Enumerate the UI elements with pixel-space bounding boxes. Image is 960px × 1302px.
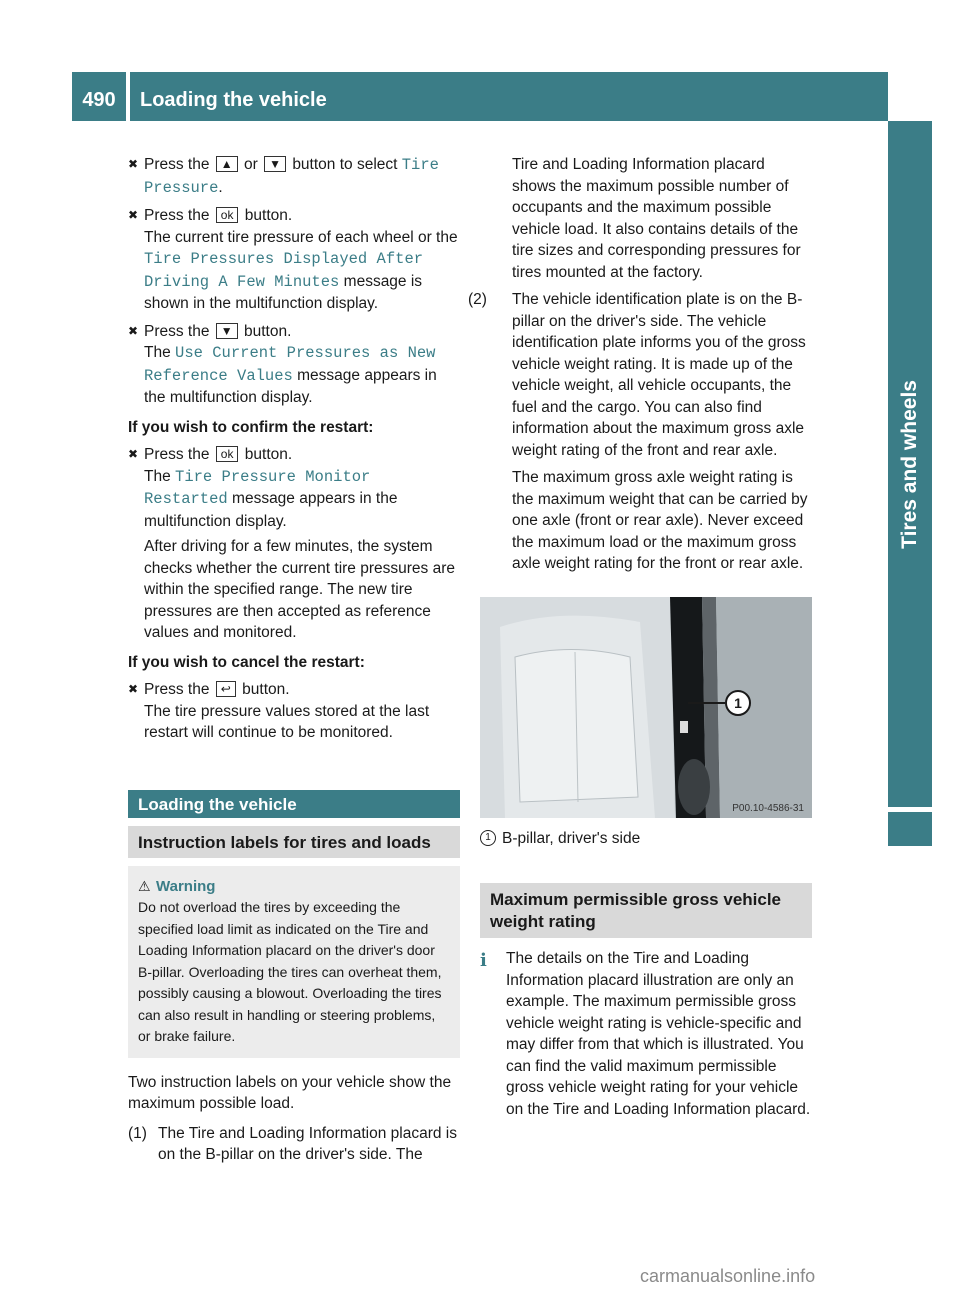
page-number: 490 (82, 89, 116, 111)
step-arrow-icon: ✖ (128, 447, 139, 461)
display-message: Tire Pressure (144, 156, 439, 197)
cancel-restart-heading: If you wish to cancel the restart: (128, 653, 365, 671)
header-title: Loading the vehicle (140, 89, 327, 111)
chapter-tab (888, 121, 932, 807)
warning-title: Warning (156, 877, 216, 895)
section-title: Loading the vehicle (128, 790, 460, 818)
step-press-ok-1: ✖ Press the ok button. The current tire pressure of each wheel or the Tire Pressures Displayed After Driving A Few Minutes message is shown in the multifunction display. (128, 207, 458, 312)
confirm-restart-heading: If you wish to confirm the restart: (128, 418, 374, 436)
display-message: Tire Pressure Monitor Restarted (144, 467, 371, 508)
intro-paragraph: Two instruction labels on your vehicle show the maximum possible load. (128, 1073, 452, 1112)
subsection-title: Instruction labels for tires and loads (128, 826, 460, 858)
axle-weight-paragraph: The maximum gross axle weight rating is the maximum weight that can be carried by one axle (front or rear axle). Never exceed the maximum load or the maximum gross axle weight rating for the front or rear axle. (512, 469, 808, 572)
b-pillar-photo (480, 597, 812, 818)
step-arrow-icon: ✖ (128, 157, 139, 171)
step-press-back: ✖ Press the ↩ button. The tire pressure values stored at the last restart will continue to be monitored. (128, 681, 430, 741)
info-note: i The details on the Tire and Loading Information placard illustration are only an example. The maximum permissible gross vehicle weight rating is vehicle-specific and may differ from that which is illustrated. You can find the valid maximum permissible gross vehicle weight rating for your vehicle on the Tire and Loading Information placard. (480, 950, 811, 1118)
b-pillar-illustration (480, 597, 812, 818)
ok-key-icon: ok (216, 207, 239, 223)
step-press-down: ✖ Press the ▼ button. The Use Current Pressures as New Reference Values message appears in the multifunction display. (128, 322, 437, 406)
figure-callout-number: 1 (734, 694, 742, 711)
right-column (468, 154, 812, 1120)
back-key-icon: ↩ (216, 681, 236, 697)
numbered-item-2: (2) The vehicle identification plate is on the B-pillar on the driver's side. The vehicle identification plate informs you of the gross vehicle weight rating. It is made up of the vehicle weight, all vehicle occupants, the fuel and the cargo. You can also find information about the maximum gross axle weight rating of the front and rear axle. (468, 291, 806, 459)
step-press-ok-2: ✖ Press the ok button. The Tire Pressure Monitor Restarted message appears in the multifunction display. (128, 446, 398, 530)
chapter-tab-marker (888, 812, 932, 846)
warning-box (128, 866, 460, 1058)
warning-triangle-icon: ⚠ (138, 877, 151, 894)
step-select-tire-pressure: ✖ Press the ▲ or ▼ button to select Tire Pressure. (128, 156, 439, 197)
display-message: Tire Pressures Displayed After Driving A Few Minutes (144, 250, 424, 291)
restart-paragraph: After driving for a few minutes, the system checks whether the current tire pressures are within the specified range. The new tire pressures are then accepted as reference values and monitored. (144, 538, 455, 641)
info-icon: i (480, 950, 487, 971)
step-arrow-icon: ✖ (128, 208, 139, 222)
step-arrow-icon: ✖ (128, 682, 139, 696)
figure-code: P00.10-4586-31 (732, 802, 804, 814)
display-message: Use Current Pressures as New Reference Values (144, 344, 436, 385)
down-key-icon: ▼ (264, 156, 286, 172)
numbered-item-1: (1) The Tire and Loading Information placard is on the B-pillar on the driver's side. The (128, 1124, 457, 1163)
callout-circle-icon: 1 (480, 830, 496, 846)
step-arrow-icon: ✖ (128, 323, 139, 338)
subsection-title-gvwr: Maximum permissible gross vehicle weight rating (480, 883, 812, 938)
figure-caption: 1 B-pillar, driver's side (480, 828, 812, 850)
down-key-icon: ▼ (216, 323, 238, 339)
numbered-item-1-continued: Tire and Loading Information placard shows the maximum possible number of occupants and the maximum possible vehicle load. It also contains details of the tire sizes and corresponding pressures for tires mounted at the factory. (512, 156, 801, 281)
warning-text: Do not overload the tires by exceeding the specified load limit as indicated on the Tire and Loading Information placard on the driver's door B-pillar. Overloading the tires can overheat them, possibly causing a blowout. Overloading the tires can also result in handling or steering problems, or brake failure. (138, 899, 442, 1044)
chapter-tab-label: Tires and wheels (898, 379, 921, 549)
up-key-icon: ▲ (216, 156, 238, 172)
left-column (128, 154, 460, 1166)
footer-watermark: carmanualsonline.info (640, 1266, 816, 1286)
ok-key-icon: ok (216, 446, 239, 462)
header-separator (126, 72, 130, 121)
page-header (72, 72, 888, 121)
